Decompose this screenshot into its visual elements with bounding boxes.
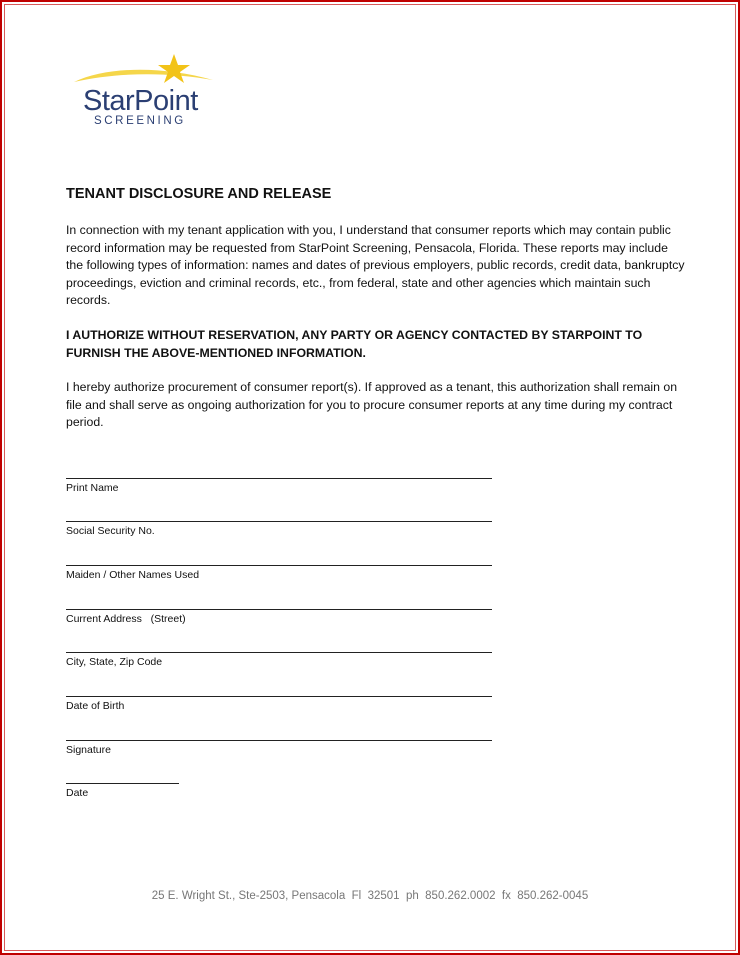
city-state-zip-line[interactable]	[66, 652, 492, 653]
logo-subtitle: SCREENING	[94, 115, 186, 127]
maiden-name-field[interactable]	[66, 565, 492, 581]
date-of-birth-line[interactable]	[66, 696, 492, 697]
maiden-name-label: Maiden / Other Names Used	[66, 569, 200, 581]
date-of-birth-field[interactable]	[66, 696, 492, 712]
ssn-label: Social Security No.	[66, 525, 155, 537]
print-name-label: Print Name	[66, 482, 119, 494]
maiden-name-line[interactable]	[66, 565, 492, 566]
city-state-zip-field[interactable]	[66, 652, 492, 668]
date-of-birth-label: Date of Birth	[66, 700, 125, 712]
footer-contact: 25 E. Wright St., Ste-2503, Pensacola Fl 32501 ph 850.262.0002 fx 850.262-0045	[151, 890, 589, 902]
address-line[interactable]	[66, 609, 492, 610]
signature-line[interactable]	[66, 740, 492, 741]
date-label: Date	[66, 787, 89, 799]
date-field[interactable]	[66, 783, 179, 799]
signature-label: Signature	[66, 744, 111, 756]
print-name-field[interactable]	[66, 478, 492, 494]
starpoint-logo	[68, 52, 218, 132]
logo-name: StarPoint	[83, 85, 198, 117]
ssn-field[interactable]	[66, 521, 492, 537]
document-title: TENANT DISCLOSURE AND RELEASE	[66, 186, 332, 202]
procurement-paragraph: I hereby authorize procurement of consumer report(s). If approved as a tenant, this authorization shall remain on file and shall serve as ongoing authorization for you to procure consumer reports at any time during my contract period.	[66, 380, 678, 429]
address-label: Current Address (Street)	[66, 613, 186, 625]
signature-field[interactable]	[66, 740, 492, 756]
city-state-zip-label: City, State, Zip Code	[66, 656, 163, 668]
disclosure-paragraph: In connection with my tenant application with you, I understand that consumer reports which may contain public record information may be requested from StarPoint Screening, Pensacola, Florida. These reports may include the following types of information: names and dates of previous employers, public records, credit data, bankruptcy proceedings, eviction and criminal records, etc., from federal, state and other agencies which maintain such records.	[66, 223, 685, 307]
address-field[interactable]	[66, 609, 492, 625]
print-name-line[interactable]	[66, 478, 492, 479]
authorization-statement: I AUTHORIZE WITHOUT RESERVATION, ANY PARTY OR AGENCY CONTACTED BY STARPOINT TO FURNISH THE ABOVE-MENTIONED INFORMATION.	[66, 328, 643, 360]
ssn-line[interactable]	[66, 521, 492, 522]
date-line[interactable]	[66, 783, 179, 784]
